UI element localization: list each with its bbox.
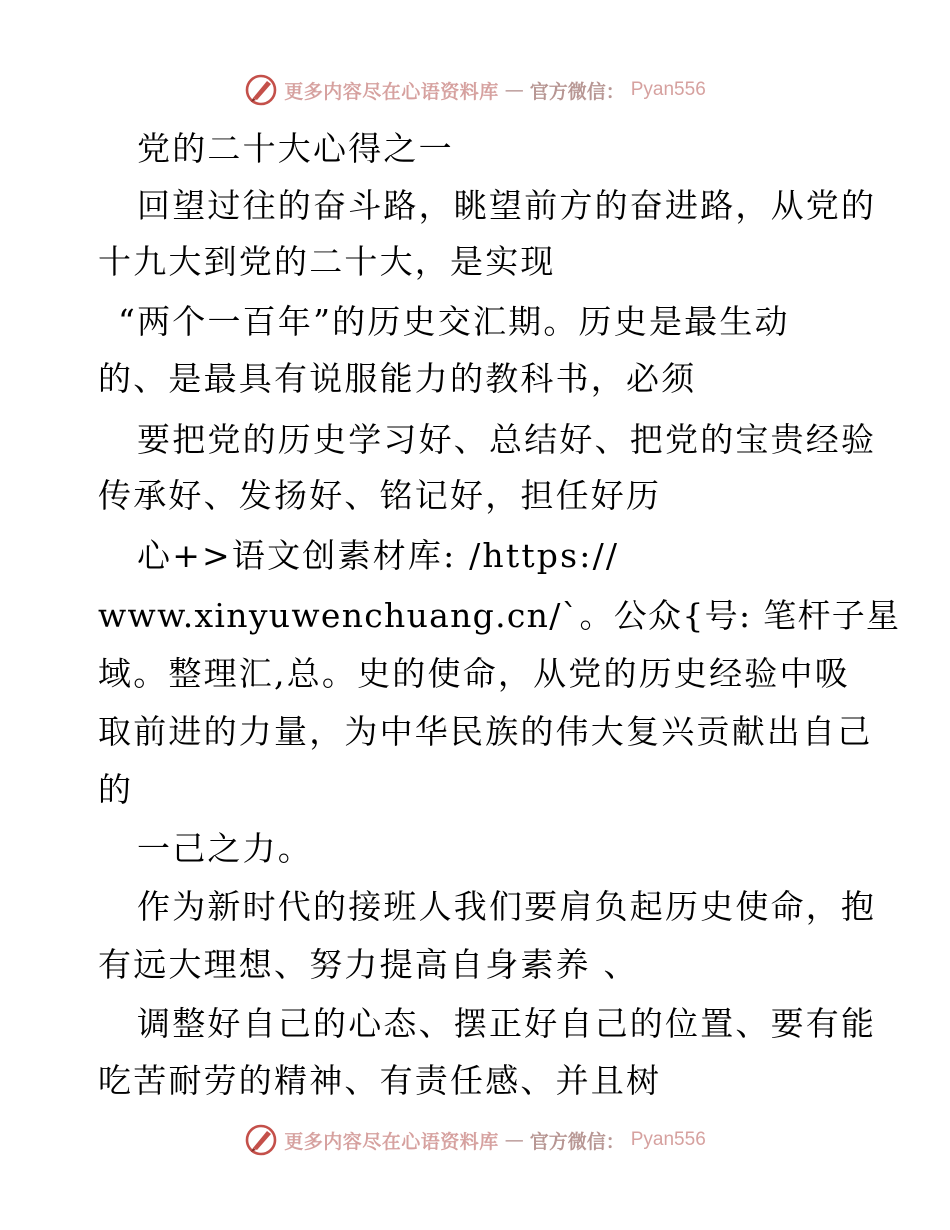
text-line: 调整好自己的心态、摆正好自己的位置、要有能: [137, 1004, 877, 1043]
header-banner: [0, 70, 950, 110]
banner-separator: —: [504, 79, 524, 101]
text-line: 作为新时代的接班人我们要肩负起历史使命，抱: [137, 887, 877, 926]
text-line: “两个一百年”的历史交汇期。历史是最生动: [118, 302, 790, 341]
banner-group: [244, 73, 706, 107]
text-line: 取前进的力量，为中华民族的伟大复兴贡献出自己: [98, 712, 873, 751]
text-line: 的、是最具有说服能力的教科书，必须: [98, 359, 697, 398]
text-line: 的: [98, 770, 134, 809]
banner-wechat-label: 官方微信：: [529, 80, 625, 103]
banner-group: [244, 1123, 706, 1157]
text-line: 域。整理汇,总。史的使命，从党的历史经验中吸: [98, 654, 850, 693]
banner-title: 更多内容尽在心语资料库: [284, 80, 499, 103]
text-line: 回望过往的奋斗路，眺望前方的奋进路，从党的: [137, 186, 877, 225]
banner-title: 更多内容尽在心语资料库: [284, 1130, 499, 1153]
pen-logo-icon: [244, 73, 278, 107]
text-line: 十九大到党的二十大，是实现: [98, 242, 556, 281]
pen-logo-icon: [244, 1123, 278, 1157]
text-line: 党的二十大心得之一: [137, 129, 454, 168]
banner-wechat-label: 官方微信：: [529, 1130, 625, 1153]
text-line: 有远大理想、努力提高自身素养 、: [98, 945, 639, 984]
text-line: 心+>语文创素材库: /https://: [137, 536, 620, 575]
text-line: 吃苦耐劳的精神、有责任感、并且树: [98, 1061, 662, 1100]
text-line: www.xinyuwenchuang.cn/`。公众{号: 笔杆子星: [98, 596, 901, 635]
text-line: 传承好、发扬好、铭记好，担任好历: [98, 476, 662, 515]
text-line: 一己之力。: [137, 829, 313, 868]
banner-wechat-id: Pyan556: [630, 79, 706, 100]
banner-separator: —: [504, 1129, 524, 1151]
footer-banner: [0, 1120, 950, 1160]
banner-wechat-id: Pyan556: [630, 1129, 706, 1150]
text-line: 要把党的历史学习好、总结好、把党的宝贵经验: [137, 420, 877, 459]
